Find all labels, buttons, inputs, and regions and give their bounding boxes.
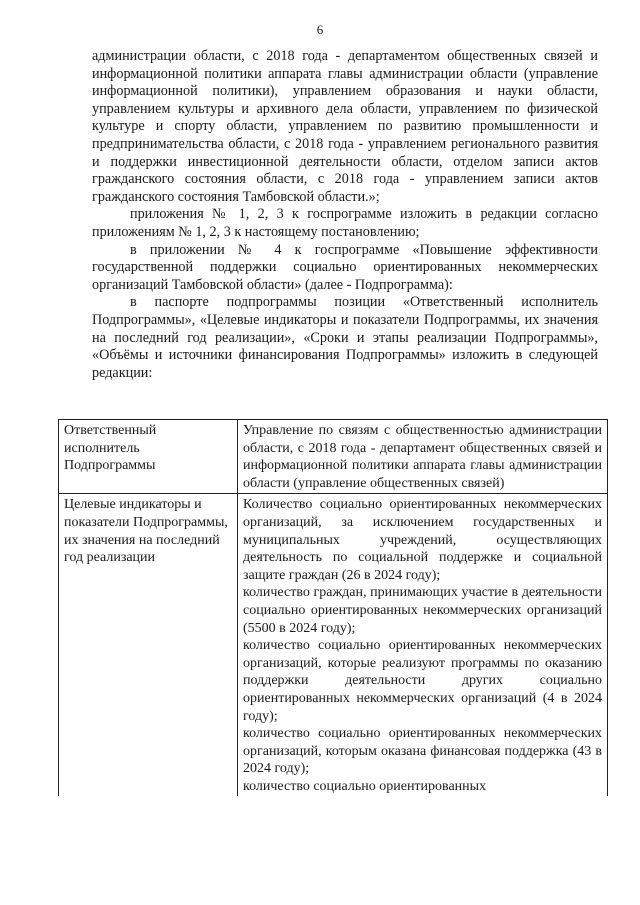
paragraph: в паспорте подпрограммы позиции «Ответственный исполнитель Подпрограммы», «Целевые индикаторы и показатели Подпрограммы, их значения на последний год реализации», «Сроки и этапы реализации Подпрограммы», «Объёмы и источники финансирования Подпрограммы» изложить в следующей редакции: — [92, 294, 598, 381]
subprogram-passport-table — [58, 419, 608, 796]
row-label-indicators: Целевые индикаторы и показатели Подпрограммы, их значения на последний год реализации — [59, 494, 238, 797]
indicator-item: количество граждан, принимающих участие в деятельности социально ориентированных некоммерческих организаций (5500 в 2024 году); — [243, 585, 602, 636]
table-row — [59, 420, 608, 494]
indicator-item: количество социально ориентированных — [243, 778, 487, 794]
paragraph: приложения № 1, 2, 3 к госпрограмме изложить в редакции согласно приложениям № 1, 2, 3 к настоящему постановлению; — [92, 206, 598, 240]
page-number: 6 — [316, 22, 324, 37]
indicator-item: Количество социально ориентированных некоммерческих организаций, за исключением государственных и муниципальных учреждений, осуществляющих деятельность по социальной поддержке и социальной защите граждан (26 в 2024 году); — [243, 497, 602, 583]
row-value-indicators — [238, 494, 608, 797]
indicator-item: количество социально ориентированных некоммерческих организаций, которым оказана финансовая поддержка (43 в 2024 году); — [243, 726, 602, 777]
document-body — [92, 48, 598, 382]
row-label-responsible: Ответственный исполнитель Подпрограммы — [59, 420, 238, 494]
table-row — [59, 494, 608, 797]
row-value-responsible: Управление по связям с общественностью администрации области, с 2018 года - департамент общественных связей и информационной политики аппарата главы администрации области (управление общественных связей) — [238, 420, 608, 494]
paragraph: в приложении № 4 к госпрограмме «Повышение эффективности государственной поддержки социально ориентированных некоммерческих организаций Тамбовской области» (далее - Подпрограмма): — [92, 241, 598, 293]
indicator-item: количество социально ориентированных некоммерческих организаций, которые реализуют программы по оказанию поддержки деятельности других социально ориентированных некоммерческих организаций (4 в 2024 году); — [243, 638, 602, 724]
paragraph: администрации области, с 2018 года - департаментом общественных связей и информационной политики аппарата главы администрации области (управление информационной политики), управлением образования и науки области, управлением культуры и архивного дела области, управлением по физической культуре и спорту области, управлением по развитию промышленности и предпринимательства области, с 2018 года - управлением регионального развития и поддержки инвестиционной деятельности области, отделом записи актов гражданского состояния области, с 2018 года - управлением записи актов гражданского состояния Тамбовской области.»; — [92, 48, 598, 205]
